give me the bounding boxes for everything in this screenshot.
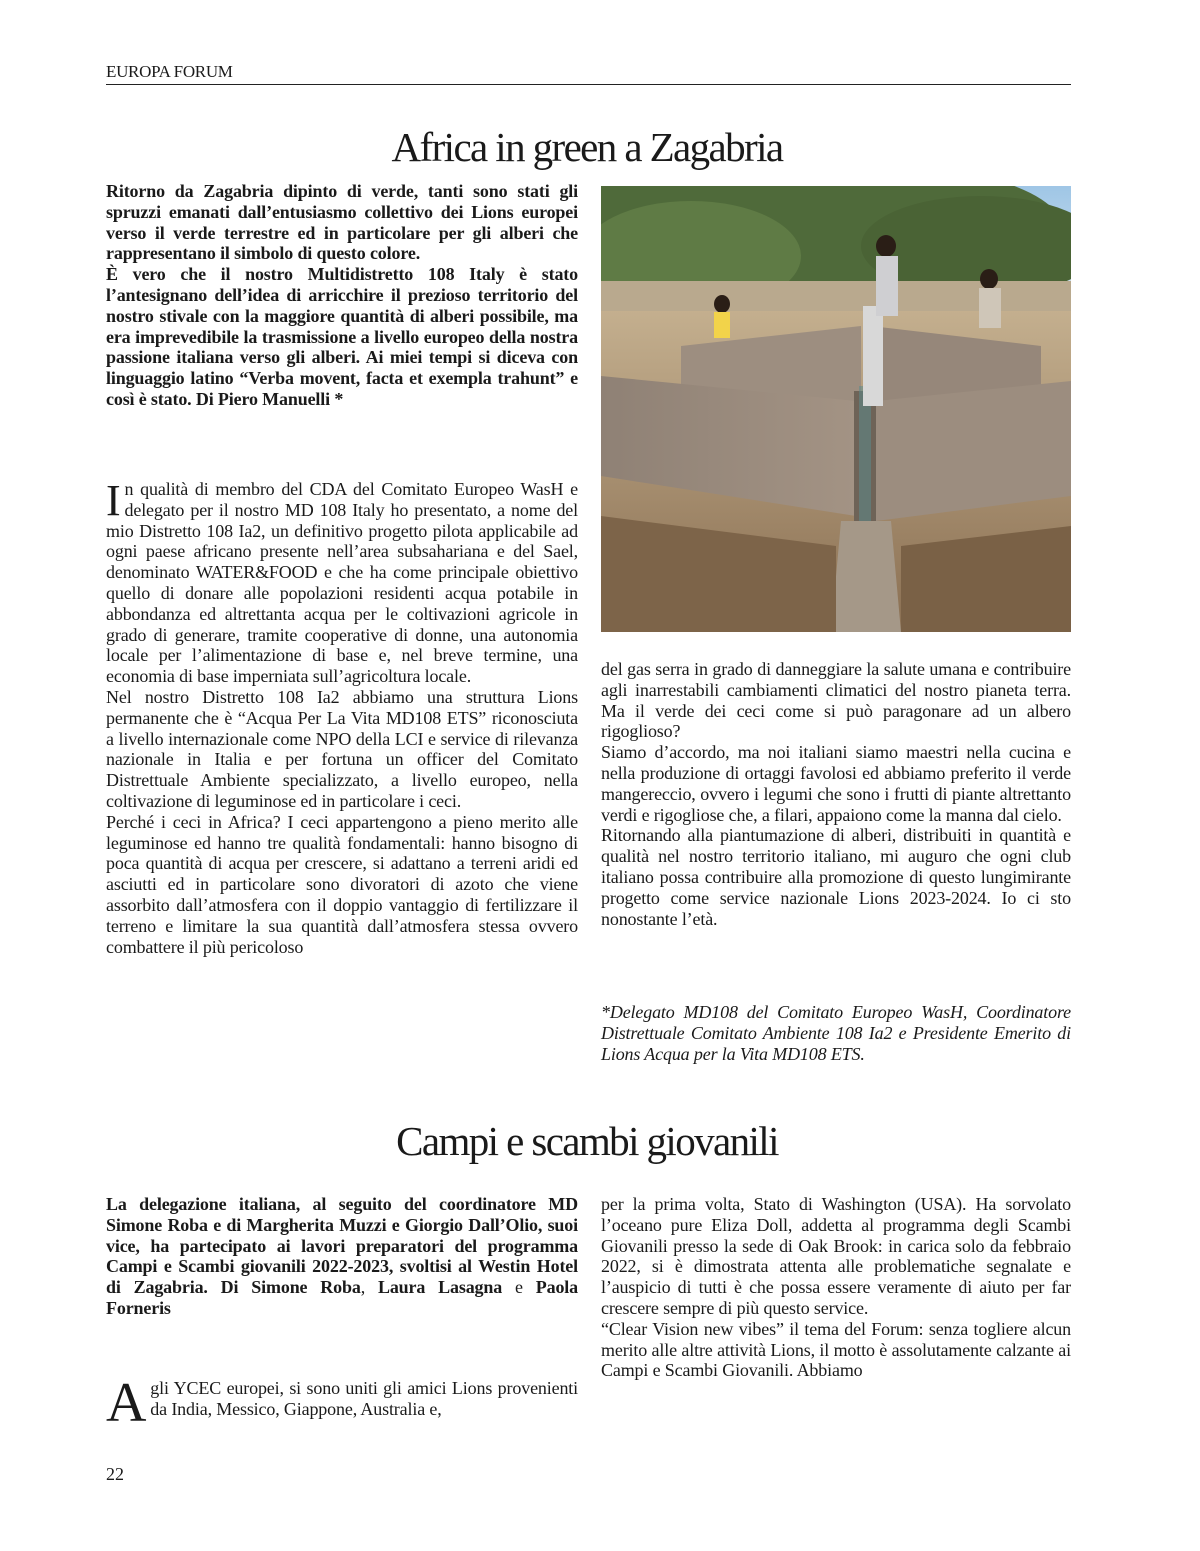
water-tanks-photo [601, 186, 1071, 632]
article-photo [601, 186, 1071, 632]
drop-cap: A [106, 1372, 147, 1434]
drop-cap: I [106, 476, 121, 525]
article2-intro [106, 1194, 578, 1319]
body-paragraph: In qualità di membro del CDA del Comitato Europeo WasH e delegato per il nostro MD 108 Italy ho presentato, a nome del mio Distretto 108 Ia2, un definitivo progetto pilota applicabile ad ogni paese africano presente nell’area subsahariana e del Sael, denominato WATER&FOOD e che ha come principale obiettivo quello di donare alle popolazioni residenti acqua potabile in abbondanza ed altrettanta acqua per le coltivazioni agricole in grado di generare, tramite cooperative di donne, una autonomia locale per l’alimentazione di base e, nel breve termine, una economia di base imperniata sull’agricoltura locale. [106, 476, 578, 687]
intro-paragraph: La delegazione italiana, al seguito del coordinatore MD Simone Roba e di Margherita Muzzi e Giorgio Dall’Olio, suoi vice, ha partecipato ai lavori preparatori del programma Campi e Scambi giovanili 2022-2023, svoltisi al Westin Hotel di Zagabria. Di Simone Roba, Laura Lasagna e Paola Forneris [106, 1194, 579, 1318]
page-number: 22 [106, 1464, 124, 1484]
body-paragraph: Nel nostro Distretto 108 Ia2 abbiamo una struttura Lions permanente che è “Acqua Per La Vita MD108 ETS” riconosciuta a livello internazionale come NPO della LCI e service di rilevanza nazionale in Italia e per fortuna un officer del Comitato Distrettuale Ambiente specializzato, a livello europeo, nella coltivazione di leguminose ed in particolare i ceci. [106, 686, 578, 811]
running-header [106, 60, 1071, 85]
article2-body-right [601, 1194, 1071, 1381]
intro-paragraph: Ritorno da Zagabria dipinto di verde, tanti sono stati gli spruzzi emanati dall’entusiasmo collettivo dei Lions europei verso il verde terrestre ed in particolare per gli alberi che rappresentano il simbolo di questo colore. [106, 181, 578, 264]
article1-body-right [601, 659, 1071, 929]
section-label: EUROPA FORUM [106, 62, 233, 81]
body-paragraph: del gas serra in grado di danneggiare la salute umana e contribuire agli inarrestabili cambiamenti climatici del nostro pianeta terra. Ma il verde dei ceci come si può paragonare ad un albero rigoglioso? [601, 659, 1071, 742]
body-paragraph: “Clear Vision new vibes” il tema del Forum: senza togliere alcun merito alle altre attività Lions, il motto è assolutamente calzante ai Campi e Scambi Giovanili. Abbiamo [601, 1318, 1071, 1381]
article2-body-left [106, 1372, 578, 1434]
author-note [601, 1002, 1071, 1064]
intro-paragraph: È vero che il nostro Multidistretto 108 Italy è stato l’antesignano dell’idea di arricchire il prezioso territorio del nostro stivale con la maggiore quantità di alberi possibile, ma era imprevedibile la trasmissione a livello europeo della nostra passione italiana verso gli alberi. Ai miei tempi si diceva con linguaggio latino “Verba movent, facta et exempla trahunt” e così è stato. Di Piero Manuelli * [106, 264, 578, 409]
article1-body-left [106, 476, 578, 957]
article-title-africa: Africa in green a Zagabria [391, 124, 783, 170]
article-title-campi: Campi e scambi giovanili [396, 1118, 778, 1164]
body-paragraph: Agli YCEC europei, si sono uniti gli amici Lions provenienti da India, Messico, Giappone, Australia e, [106, 1372, 578, 1434]
body-paragraph: per la prima volta, Stato di Washington (USA). Ha sorvolato l’oceano pure Eliza Doll, addetta al programma degli Scambi Giovanili presso la sede di Oak Brook: in carica solo da febbraio 2022, si è dimostrata attenta alle problematiche segnalate e l’auspicio di tutti è che possa essere veramente di aiuto per far crescere sempre di più questo service. [601, 1194, 1071, 1318]
body-paragraph: Ritornando alla piantumazione di alberi, distribuiti in quantità e qualità nel nostro territorio italiano, mi auguro che ogni club italiano possa contribuire alla promozione di questo lungimirante progetto come service nazionale Lions 2023-2024. Io ci sto nonostante l’età. [601, 825, 1071, 929]
note-paragraph: *Delegato MD108 del Comitato Europeo WasH, Coordinatore Distrettuale Comitato Ambiente 108 Ia2 e Presidente Emerito di Lions Acqua per la Vita MD108 ETS. [601, 1002, 1071, 1064]
article1-intro [106, 181, 578, 410]
body-paragraph: Perché i ceci in Africa? I ceci appartengono a pieno merito alle leguminose ed hanno tre qualità fondamentali: hanno bisogno di poca quantità di acqua per crescere, si adattano a terreni aridi ed asciutti ed in particolare sono divoratori di azoto che viene assorbito dall’atmosfera con il doppio vantaggio di fertilizzare il terreno e limitare la sua quantità dall’atmosfera stessa ovvero combattere il più pericoloso [106, 811, 578, 957]
body-paragraph: Siamo d’accordo, ma noi italiani siamo maestri nella cucina e nella produzione di ortaggi favolosi ed abbiamo preferito il verde mangereccio, ovvero i legumi che sono i frutti di piante altrettanto verdi e rigogliose che, a filari, appaiono come la manna dal cielo. [601, 742, 1071, 825]
